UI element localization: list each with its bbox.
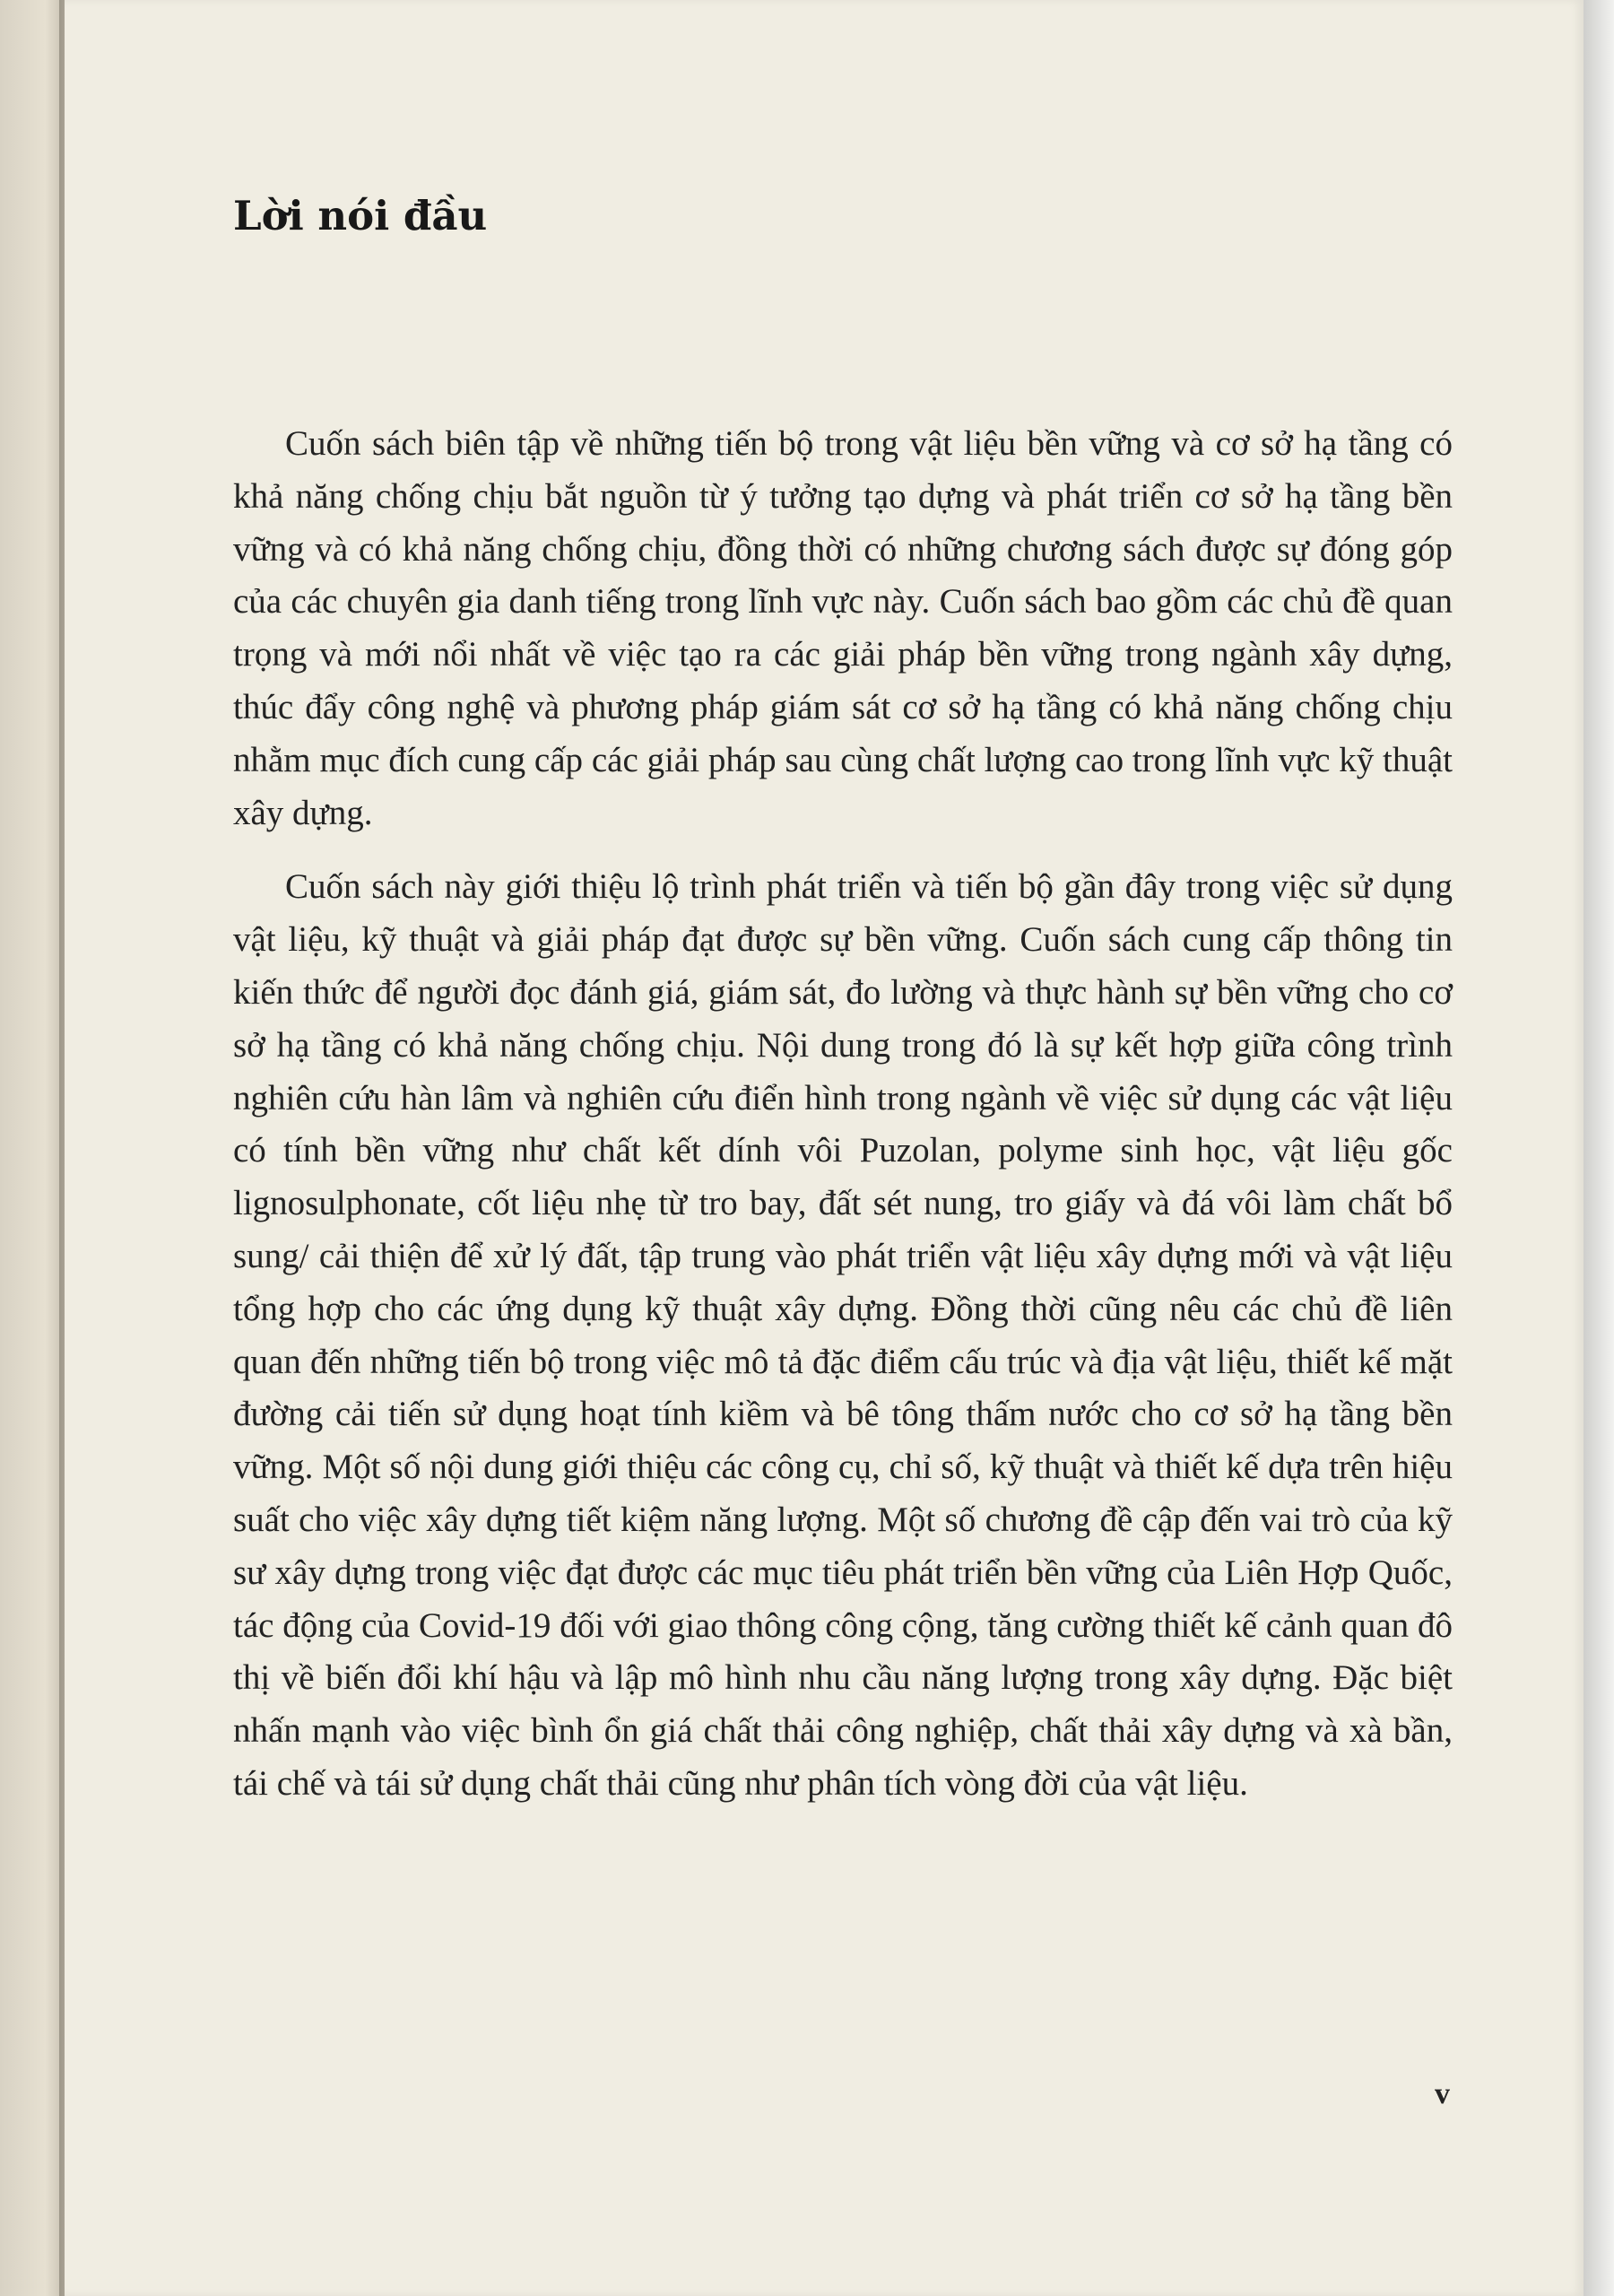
chapter-heading: Lời nói đầu	[233, 192, 488, 239]
body-text	[233, 418, 1453, 1811]
book-page	[65, 0, 1584, 2296]
paragraph-1: Cuốn sách biên tập về những tiến bộ trong vật liệu bền vững và cơ sở hạ tầng có khả năng chống chịu bắt nguồn từ ý tưởng tạo dựng và phát triển cơ sở hạ tầng bền vững và có khả năng chống chịu, đồng thời có những chương sách được sự đóng góp của các chuyên gia danh tiếng trong lĩnh vực này. Cuốn sách bao gồm các chủ đề quan trọng và mới nổi nhất về việc tạo ra các giải pháp bền vững trong ngành xây dựng, thúc đẩy công nghệ và phương pháp giám sát cơ sở hạ tầng có khả năng chống chịu nhằm mục đích cung cấp các giải pháp sau cùng chất lượng cao trong lĩnh vực kỹ thuật xây dựng.	[233, 424, 1453, 832]
facing-page-edge	[0, 0, 65, 2296]
paragraph-2: Cuốn sách này giới thiệu lộ trình phát triển và tiến bộ gần đây trong việc sử dụng vật liệu, kỹ thuật và giải pháp đạt được sự bền vững. Cuốn sách cung cấp thông tin kiến thức để người đọc đánh giá, giám sát, đo lường và thực hành sự bền vững cho cơ sở hạ tầng có khả năng chống chịu. Nội dung trong đó là sự kết hợp giữa công trình nghiên cứu hàn lâm và nghiên cứu điển hình trong ngành về việc sử dụng các vật liệu có tính bền vững như chất kết dính vôi Puzolan, polyme sinh học, vật liệu gốc lignosulphonate, cốt liệu nhẹ từ tro bay, đất sét nung, tro giấy và đá vôi làm chất bổ sung/ cải thiện để xử lý đất, tập trung vào phát triển vật liệu xây dựng mới và vật liệu tổng hợp cho các ứng dụng kỹ thuật xây dựng. Đồng thời cũng nêu các chủ đề liên quan đến những tiến bộ trong việc mô tả đặc điểm cấu trúc và địa vật liệu, thiết kế mặt đường cải tiến sử dụng hoạt tính kiềm và bê tông thấm nước cho cơ sở hạ tầng bền vững. Một số nội dung giới thiệu các công cụ, chỉ số, kỹ thuật và thiết kế dựa trên hiệu suất cho việc xây dựng tiết kiệm năng lượng. Một số chương đề cập đến vai trò của kỹ sư xây dựng trong việc đạt được các mục tiêu phát triển bền vững của Liên Hợp Quốc, tác động của Covid-19 đối với giao thông công cộng, tăng cường thiết kế cảnh quan đô thị về biến đổi khí hậu và lập mô hình nhu cầu năng lượng trong xây dựng. Đặc biệt nhấn mạnh vào việc bình ổn giá chất thải công nghiệp, chất thải xây dựng và xà bần, tái chế và tái sử dụng chất thải cũng như phân tích vòng đời của vật liệu.	[233, 867, 1453, 1803]
page-stack-edge	[1584, 0, 1614, 2296]
page-number: v	[1435, 2077, 1450, 2110]
